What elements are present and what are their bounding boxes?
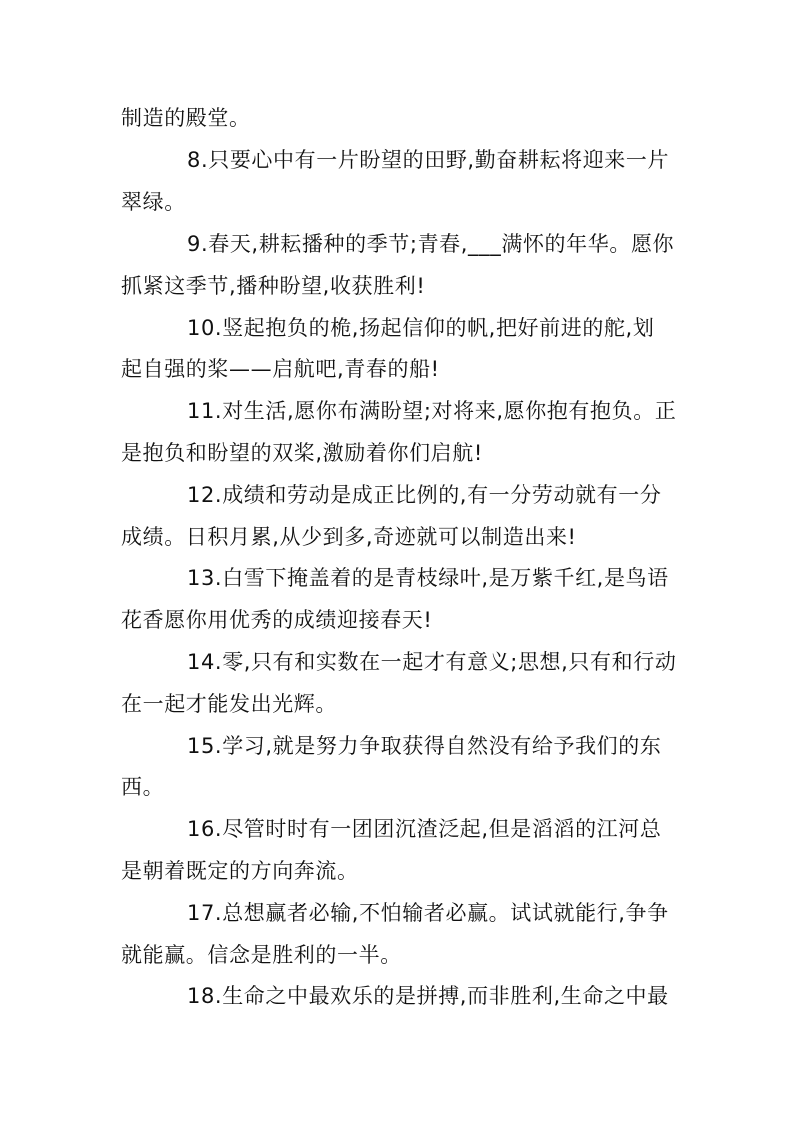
text-line-12: 13.白雪下掩盖着的是青枝绿叶,是万紫千红,是鸟语 xyxy=(187,566,669,590)
text-line-15: 在一起才能发出光辉。 xyxy=(121,692,337,716)
text-line-20: 17.总想赢者必输,不怕输者必赢。试试就能行,争争 xyxy=(187,901,669,925)
text-line-16: 15.学习,就是努力争取获得自然没有给予我们的东 xyxy=(187,734,662,758)
text-line-22: 18.生命之中最欢乐的是拼搏,而非胜利,生命之中最 xyxy=(187,984,669,1008)
text-line-1: 制造的殿堂。 xyxy=(121,106,251,130)
text-line-14: 14.零,只有和实数在一起才有意义;思想,只有和行动 xyxy=(187,650,677,674)
text-line-17: 西。 xyxy=(121,775,165,799)
text-line-10: 12.成绩和劳动是成正比例的,有一分劳动就有一分 xyxy=(187,483,662,507)
text-line-3: 翠绿。 xyxy=(121,190,186,214)
text-line-8: 11.对生活,愿你布满盼望;对将来,愿你抱有抱负。正 xyxy=(187,399,677,423)
text-line-13: 花香愿你用优秀的成绩迎接春天! xyxy=(121,608,433,632)
text-line-9: 是抱负和盼望的双桨,激励着你们启航! xyxy=(121,441,483,465)
text-line-19: 是朝着既定的方向奔流。 xyxy=(121,859,359,883)
text-line-6: 10.竖起抱负的桅,扬起信仰的帆,把好前进的舵,划 xyxy=(187,316,655,340)
text-line-7: 起自强的桨——启航吧,青春的船! xyxy=(121,357,440,381)
text-line-21: 就能赢。信念是胜利的一半。 xyxy=(121,943,402,967)
text-line-5: 抓紧这季节,播种盼望,收获胜利! xyxy=(121,274,426,298)
text-line-2: 8.只要心中有一片盼望的田野,勤奋耕耘将迎来一片 xyxy=(187,148,670,172)
text-line-18: 16.尽管时时有一团团沉渣泛起,但是滔滔的江河总 xyxy=(187,817,662,841)
text-line-4: 9.春天,耕耘播种的季节;青春,___满怀的年华。愿你 xyxy=(187,232,675,256)
text-line-11: 成绩。日积月累,从少到多,奇迹就可以制造出来! xyxy=(121,525,577,549)
